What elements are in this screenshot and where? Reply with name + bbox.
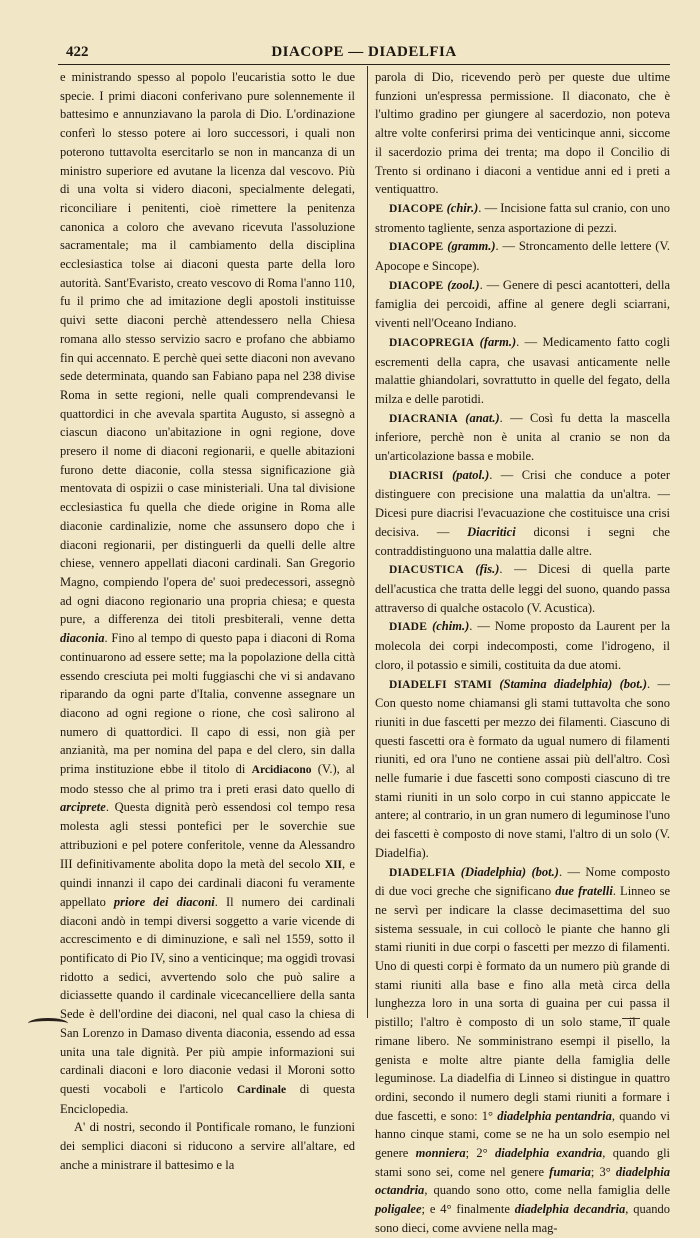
definition: . — Dicesi di quella parte dell'acustica che tratta delle leggi del suono, quando passa attraverso di qualche ostacolo (V. Acustica).	[375, 562, 670, 615]
right-column	[375, 68, 671, 1235]
field-tag: (fis.)	[475, 562, 500, 577]
text-run: , quando sono otto, come nella famiglia delle	[424, 1183, 670, 1198]
definition: . — Genere di pesci acantotteri, della famiglia dei percoidi, affine al genere degli sciarrani, viventi nell'Oceano Indiano.	[375, 277, 671, 331]
definition: . — Crisi che conduce a poter distinguere con precisione una malattia da un'altra. — Dicesi pure diacrisi l'evacuazione che costituisce una crisi decisiva. —	[375, 467, 670, 539]
definition: . — Medicamento fatto cogli escrementi della capra, che usavasi anticamente nelle malattie ghiandolari, sovrattutto in quelle del fegato, della milza e delle parotidi.	[375, 334, 670, 406]
field-tag: (Diadelphia)	[460, 864, 527, 879]
headword: DIADELFIA	[389, 866, 456, 879]
diacono-continuation-right: parola di Dio, ricevendo però per queste due ultime funzioni un'espressa permissione. Il diaconato, che è l'ultimo gradino per giungere al sacerdozio, non poteva altre volte conferirsi prima dei venticinque anni, siccome il sacerdozio prima dei trenta; ma dopo il Concilio di Trento si ordinano i diaconi a ventidue anni ed i preti a ventiquattro.	[375, 70, 670, 197]
field-tag: (chir.)	[446, 200, 479, 215]
page-number: 422	[66, 44, 89, 60]
headword: DIACRISI	[389, 469, 444, 482]
entry-diacope-zool	[375, 276, 670, 333]
field-tag: (zool.)	[447, 277, 480, 292]
italic-term: diadelphia decandria	[514, 1202, 626, 1217]
definition: . — Stroncamento delle lettere (V. Apocope e Sincope).	[375, 239, 670, 274]
text-run: . Il numero dei cardinali diaconi andò in tempi diversi soggetto a varie vicende di accrescimento e di diminuzione, e salì nel 1559, sotto il pontificato di Pio IV, sino a venticinque; ma oggidì trovasi ridotto a sedici, avvertendo solo che può salire a diciassette quando il cardinale vicecancelliere della santa Sede è dell'ordine dei diaconi, nel qual caso la chiesa di San Lorenzo in Damaso diventa diaconia, essendo ad essa unita una tale dignità. Per più ampie informazioni sui cardinali diaconi e loro diaconie vedasi il Moroni sotto questi vocaboli e l'articolo	[60, 894, 356, 1096]
text-run: ; 2°	[465, 1146, 488, 1161]
cross-reference: Arcidiacono	[251, 764, 312, 777]
page-header	[58, 44, 670, 66]
field-tag: (chim.)	[432, 619, 470, 634]
italic-term: due fratelli	[555, 884, 613, 899]
italic-term: arciprete	[60, 800, 106, 815]
diacono-continuation	[60, 68, 355, 1118]
field-tag: (patol.)	[452, 467, 490, 482]
entry-diacustica	[375, 560, 670, 617]
definition: . — Nome composto di due voci greche che significano	[375, 864, 671, 899]
headword: DIACOPE	[389, 241, 444, 254]
text-run: ; e 4° finalmente	[421, 1202, 510, 1217]
headword: DIADELFI STAMI	[389, 678, 492, 691]
italic-term: Diacritici	[467, 524, 516, 539]
entry-diacope-chir	[375, 199, 670, 237]
definition: . — Nome proposto da Laurent per la molecola dei corpi indecomposti, come l'idrogeno, il cloro, il potassio e simili, costituita da due atomi.	[375, 619, 670, 672]
running-title: DIACOPE — DIADELFIA	[271, 44, 457, 60]
entry-diacrania	[375, 409, 670, 466]
text-run: e ministrando spesso al popolo l'eucaristia sotto le due specie. I primi diaconi conferivano pure solennemente il battesimo e annunziavano la parola di Dio. L'ordinazione conferì lo stesso potere ai loro successori, i quali non poterono tuttavolta esercitarlo se non in mancanza di un ministro superiore ed avutane la licenza dal vescovo. Più di una volta si videro diaconi, specialmente delegati, riconciliare i penitenti, cioè rimettere la penitenza canonica a coloro che avevano ricevuta l'assoluzione sacramentale; ma il cambiamento della disciplina ecclesiastica tolse ai diaconi questa parte della loro autorità. Sant'Evaristo, creato vescovo di Roma l'anno 110, fu il primo che ad imitazione degli apostoli instituisse quivi sette diaconi perchè attendessero nella Chiesa romana allo stesso servizio sacro e profano che abbiamo fin qui accennato. E perchè quei sette diaconi non avevano sede determinata, quando san Fabiano papa nel 238 divise Roma in sette regioni, nelle quali comprendevansi le quattordici in che avevala spartita Augusto, si assegnò a ciascun diacono un'abitazione in ogni regione, dove presero il nome di diaconi regionarii, e quelle abitazioni furono dette diaconie, colla stessa significazione già mentovata di ospizii o case ministeriali. Una tal divisione ecclesiastica fu quella che diede origine in Roma alle diaconie cardinalizie, nome che assunsero dopo che i diaconi regionarii, per distinguerli da quelli delle altre chiese, vennero appellati diaconi cardinali. San Gregorio Magno, compiendo l'opera de' suoi predecessori, assegnò ad ogni diacono regionario una propria chiesa; e questa pure, a differenza dei titoli presbiterali, venne detta	[60, 70, 355, 627]
text-run: ; 3°	[590, 1164, 611, 1179]
entry-diacope-gramm	[375, 237, 670, 275]
paragraph: A' di nostri, secondo il Pontificale romano, le funzioni dei semplici diaconi si riducono a servire all'altare, ed anche a ministrare il battesimo e la	[60, 1120, 355, 1172]
field-tag: (bot.)	[619, 676, 648, 691]
italic-term: fumaria	[549, 1164, 591, 1179]
definition: . — Così fu detta la mascella inferiore, perchè non è unita al cranio se non da un'articolazione bassa e mobile.	[375, 410, 670, 464]
definition: . Linneo se ne servì per indicare la classe decimasettima del suo sistema sessuale, in cui collocò le piante che hanno gli stami riuniti in due corpi o fascetti per mezzo di filamenti. Uno di questi corpi è formato da un numero più grande di stami riuniti alla base e fino alla metà circa della lunghezza loro in una sorta di guaina per cui passa il pistillo; l'altro è composto di un solo stame, il quale rimane libero. Ne somministrano esempi il pisello, la genista e molte altre piante della famiglia delle leguminose. La diadelfia di Linneo si distingue in quattro ordini, secondo il numero degli stami riuniti a formare i due fascetti, e sono: 1°	[375, 884, 670, 1123]
italic-term: diaconia	[60, 631, 105, 646]
italic-term: diadelphia exandria	[494, 1146, 603, 1161]
text-run: , e quindi innanzi il capo dei cardinali diaconi fu veramente appellato	[60, 856, 355, 909]
text-run: , quando vi hanno cinque stami, come se ne ha un solo esempio nel genere	[375, 1108, 670, 1161]
headword: DIADE	[389, 621, 428, 634]
entry-diade	[375, 617, 670, 674]
catchword-rule	[622, 1018, 640, 1019]
italic-term: monniera	[415, 1146, 466, 1161]
headword: DIACOPE	[389, 279, 444, 292]
text-run: . Questa dignità però essendosi col tempo resa molesta agli stessi pontefici per le soverchie sue attribuzioni e pel potere conferitole, venne da Alessandro III definitivamente abolita dopo la metà del secolo	[60, 800, 355, 871]
field-tag: (anat.)	[465, 410, 500, 425]
page-edge-mark	[28, 1018, 68, 1029]
text-run: , quando sono dieci, come avviene nella mag-	[375, 1202, 671, 1235]
field-tag: (farm.)	[479, 334, 517, 349]
text-run: di questa Enciclopedia.	[60, 1081, 356, 1116]
header-rule	[58, 64, 670, 65]
text-run: . Fino al tempo di questo papa i diaconi di Roma continuarono ad essere sette; ma la popolazione della città essendo cresciuta pei molti fuggiaschi che vi si andavano riparando da ogni parte d'Italia, convenne assegnare un diacono ad ogni regione o rione, che così salirono al numero di quattordici. Il capo di essi, non già per anzianità, ma per nomina del papa e del clero, sin dalla prima instituzione ebbe il titolo di	[60, 631, 355, 777]
italic-term: poligalee	[375, 1202, 422, 1217]
roman-numeral: XII	[324, 858, 343, 871]
text-run: (V.), al modo stesso che al primo tra i preti erasi dato quello di	[60, 762, 355, 796]
cross-reference: Cardinale	[236, 1083, 287, 1096]
italic-term: diadelphia pentandria	[497, 1108, 612, 1123]
italic-term: diadelphia octandria	[375, 1164, 671, 1198]
definition: . — Con questo nome chiamansi gli stami tuttavolta che sono riuniti in due fascetti per mezzo dei filamenti. Ciascuno di questi fascetti ora è formato da ugual numero di filamenti riuniti, ed ora l'uno ne contiene assai più dell'altro. Così nelle fumarie i due fascetti sono composti ciascuno di tre stami riuniti in un solo corpo in cui stanno appiccate le antere; al contrario, in un gran numero di leguminose l'uno dei fascetti è composto di nove stami, l'altro di un solo (V. Diadelfia).	[375, 676, 670, 860]
headword: DIACRANIA	[389, 412, 458, 425]
left-column	[60, 68, 356, 1172]
headword: DIACUSTICA	[389, 564, 464, 577]
field-tag: (gramm.)	[447, 239, 496, 254]
entry-diadelfi-stami	[375, 675, 670, 863]
entry-diacopregia	[375, 333, 670, 409]
field-tag: (bot.)	[531, 864, 559, 879]
definition: . — Incisione fatta sul cranio, con uno stromento tagliente, senza asportazione di pezzi.	[375, 200, 670, 235]
entry-diadelfia	[375, 863, 670, 1238]
headword: DIACOPE	[389, 202, 444, 215]
italic-term: priore dei diaconi	[113, 894, 215, 909]
definition: diconsi i segni che contraddistinguono una malattia dalle altre.	[375, 524, 670, 558]
field-tag: (Stamina diadelphia)	[499, 676, 613, 691]
column-divider	[367, 66, 368, 1018]
text-run: , quando gli stami sono sei, come nel genere	[375, 1146, 671, 1179]
headword: DIACOPREGIA	[389, 336, 475, 349]
entry-diacrisi	[375, 466, 670, 561]
